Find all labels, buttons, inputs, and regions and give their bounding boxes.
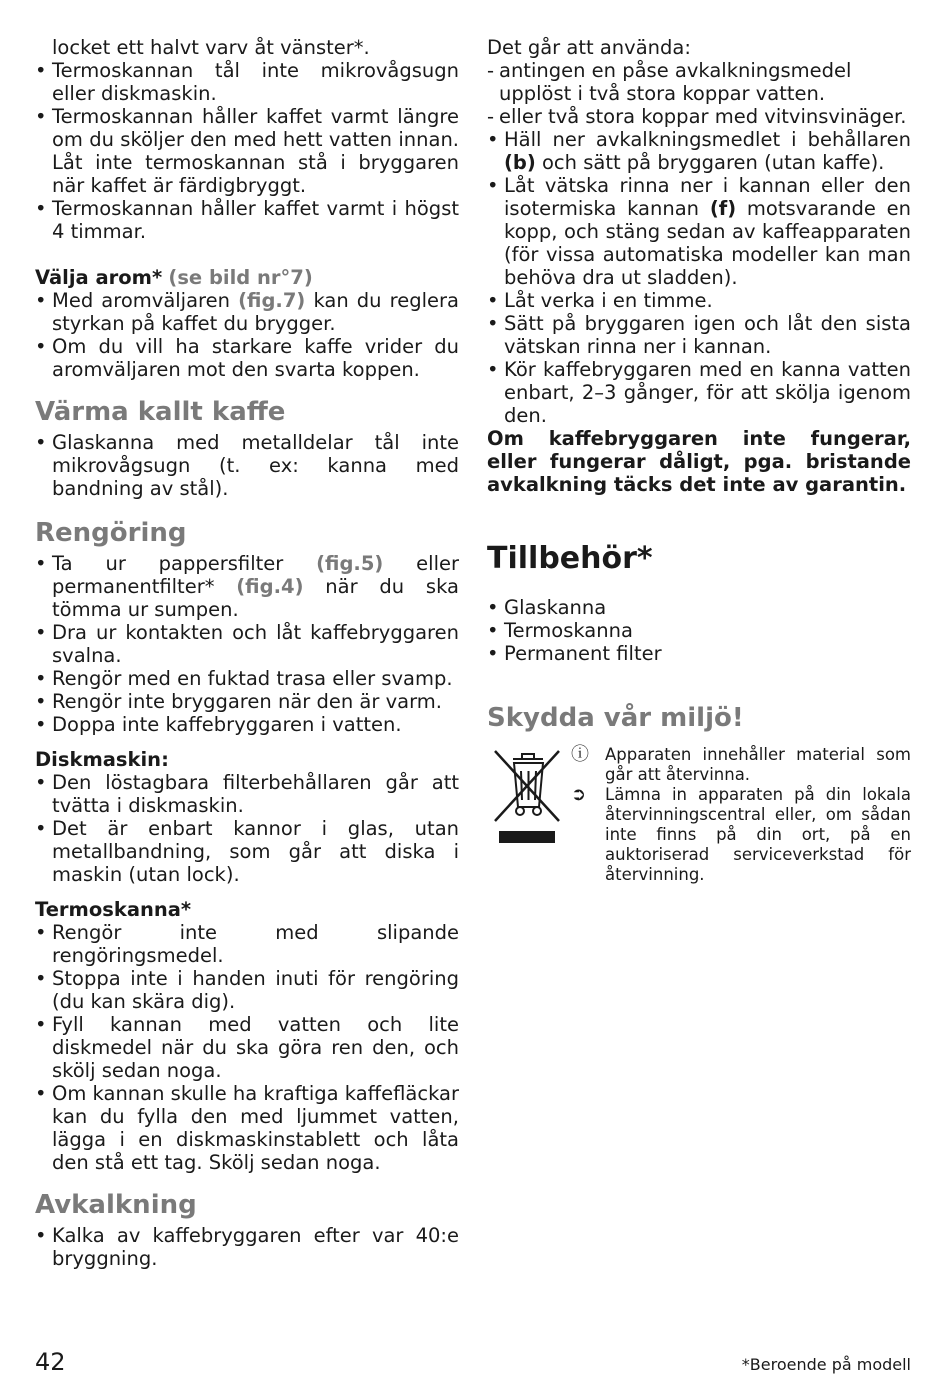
figure-ref: (fig.4) xyxy=(236,575,304,598)
text-part: Apparaten innehåller material som går att återvinna. xyxy=(605,745,911,784)
crossed-bin-icon xyxy=(487,745,567,855)
list-item: • Termoskannan håller kaffet varmt längre om du sköljer den med hett vatten innan. Låt inte termoskannan stå i bryggaren när kaffet är färdigbryggt. xyxy=(35,105,459,197)
arom-figure-ref: (se bild nr°7) xyxy=(168,266,313,289)
footnote: *Beroende på modell xyxy=(741,1355,911,1374)
section-heading: Värma kallt kaffe xyxy=(35,397,286,427)
text-part: när du ska tömma ur sumpen. xyxy=(52,575,459,621)
list-item: • Stoppa inte i handen inuti för rengöring (du kan skära dig). xyxy=(35,967,459,1013)
dash-marker: - xyxy=(487,59,495,82)
info-icon: ⓘ xyxy=(571,744,589,765)
text-part: eller permanentfilter* xyxy=(52,552,459,598)
text-part: kan du reglera styrkan på kaffet du brygger. xyxy=(52,289,460,335)
left-column xyxy=(35,36,459,1270)
environment-list xyxy=(571,745,911,885)
list-item: • Fyll kannan med vatten och lite diskmedel när du ska göra ren den, och skölj sedan noga. xyxy=(35,1013,459,1082)
environment-heading: Skydda vår miljö! xyxy=(487,703,744,733)
list-item: • Glaskanna med metalldelar tål inte mikrovågsugn (t. ex: kanna med bandning av stål). xyxy=(35,431,459,500)
dash-item xyxy=(487,59,911,105)
list-item: • Termoskannan håller kaffet varmt i högst 4 timmar. xyxy=(35,197,459,243)
section-heading: Rengöring xyxy=(35,518,187,548)
part-ref: (f) xyxy=(709,197,737,220)
list-item: • Sätt på bryggaren igen och låt den sista vätskan rinna ner i kannan. xyxy=(487,312,911,358)
env-item xyxy=(571,745,911,785)
dash-marker: - xyxy=(487,105,495,128)
text-part: Häll ner avkalkningsmedlet i behållaren xyxy=(504,128,911,151)
warranty-warning: Om kaffebryggaren inte fungerar, eller fungerar dåligt, pga. bristande avkalkning täcks det inte av garantin. xyxy=(487,427,911,496)
text-part: motsvarande en kopp, och stäng sedan av kaffeapparaten (för vissa automatiska modeller kan man behöva dra ut sladden). xyxy=(504,197,911,289)
subheading: Diskmaskin: xyxy=(35,748,169,771)
list-item: • Rengör inte med slipande rengöringsmedel. xyxy=(35,921,459,967)
page-number: 42 xyxy=(35,1348,66,1376)
list-item xyxy=(487,174,911,289)
text-part: Ta ur pappersfilter xyxy=(52,552,317,575)
intro-text: Det går att använda: xyxy=(487,36,691,59)
list-item: • Den löstagbara filterbehållaren går att tvätta i diskmaskin. xyxy=(35,771,459,817)
list-item: • Kalka av kaffebryggaren efter var 40:e bryggning. xyxy=(35,1224,459,1270)
text-part: Med aromväljaren xyxy=(52,289,239,312)
arom-title-text: Välja arom* xyxy=(35,266,163,289)
text-part: Lämna in apparaten på din lokala återvinningscentral eller, om sådan inte finns på din ort, på en auktoriserad serviceverkstad för återvinning. xyxy=(605,785,911,884)
list-item: • Permanent filter xyxy=(487,642,911,665)
subheading: Termoskanna* xyxy=(35,898,192,921)
arrow-icon: ➲ xyxy=(571,784,587,805)
figure-ref: (fig.7) xyxy=(238,289,306,312)
text-part: Låt vätska rinna ner i kannan eller den isotermiska kannan xyxy=(504,174,911,220)
list-item xyxy=(487,128,911,174)
list-item: • Om kannan skulle ha kraftiga kaffefläckar kan du fylla den med ljummet vatten, lägga i en diskmaskinstablett och låta den stå ett tag. Skölj sedan noga. xyxy=(35,1082,459,1174)
list-item: • Det är enbart kannor i glas, utan metallbandning, som går att diska i maskin (utan lock). xyxy=(35,817,459,886)
list-item xyxy=(35,552,459,621)
continued-text: locket ett halvt varv åt vänster*. xyxy=(52,36,370,59)
accessories-heading: Tillbehör* xyxy=(487,541,653,576)
list-item: • Kör kaffebryggaren med en kanna vatten enbart, 2–3 gånger, för att skölja igenom den. xyxy=(487,358,911,427)
figure-ref: (fig.5) xyxy=(316,552,384,575)
list-item: • Doppa inte kaffebryggaren i vatten. xyxy=(35,713,459,736)
list-item: • Glaskanna xyxy=(487,596,911,619)
section-heading: Avkalkning xyxy=(35,1190,197,1220)
environment-block xyxy=(487,745,911,885)
list-item: • Om du vill ha starkare kaffe vrider du aromväljaren mot den svarta koppen. xyxy=(35,335,459,381)
arom-title xyxy=(35,266,459,289)
text-part: eller två stora koppar med vitvinsvinäger. xyxy=(499,105,907,128)
list-item: • Låt verka i en timme. xyxy=(487,289,911,312)
part-ref: (b) xyxy=(504,151,536,174)
dash-item xyxy=(487,105,911,128)
right-column xyxy=(487,36,911,885)
list-item: • Dra ur kontakten och låt kaffebryggaren svalna. xyxy=(35,621,459,667)
list-item: • Rengör inte bryggaren när den är varm. xyxy=(35,690,459,713)
list-item: • Termoskannan tål inte mikrovågsugn eller diskmaskin. xyxy=(35,59,459,105)
text-part: och sätt på bryggaren (utan kaffe). xyxy=(535,151,885,174)
env-item xyxy=(571,785,911,885)
list-item: • Rengör med en fuktad trasa eller svamp. xyxy=(35,667,459,690)
text-part: antingen en påse avkalkningsmedel upplöst i två stora koppar vatten. xyxy=(499,59,852,105)
list-item xyxy=(35,289,459,335)
list-item: • Termoskanna xyxy=(487,619,911,642)
